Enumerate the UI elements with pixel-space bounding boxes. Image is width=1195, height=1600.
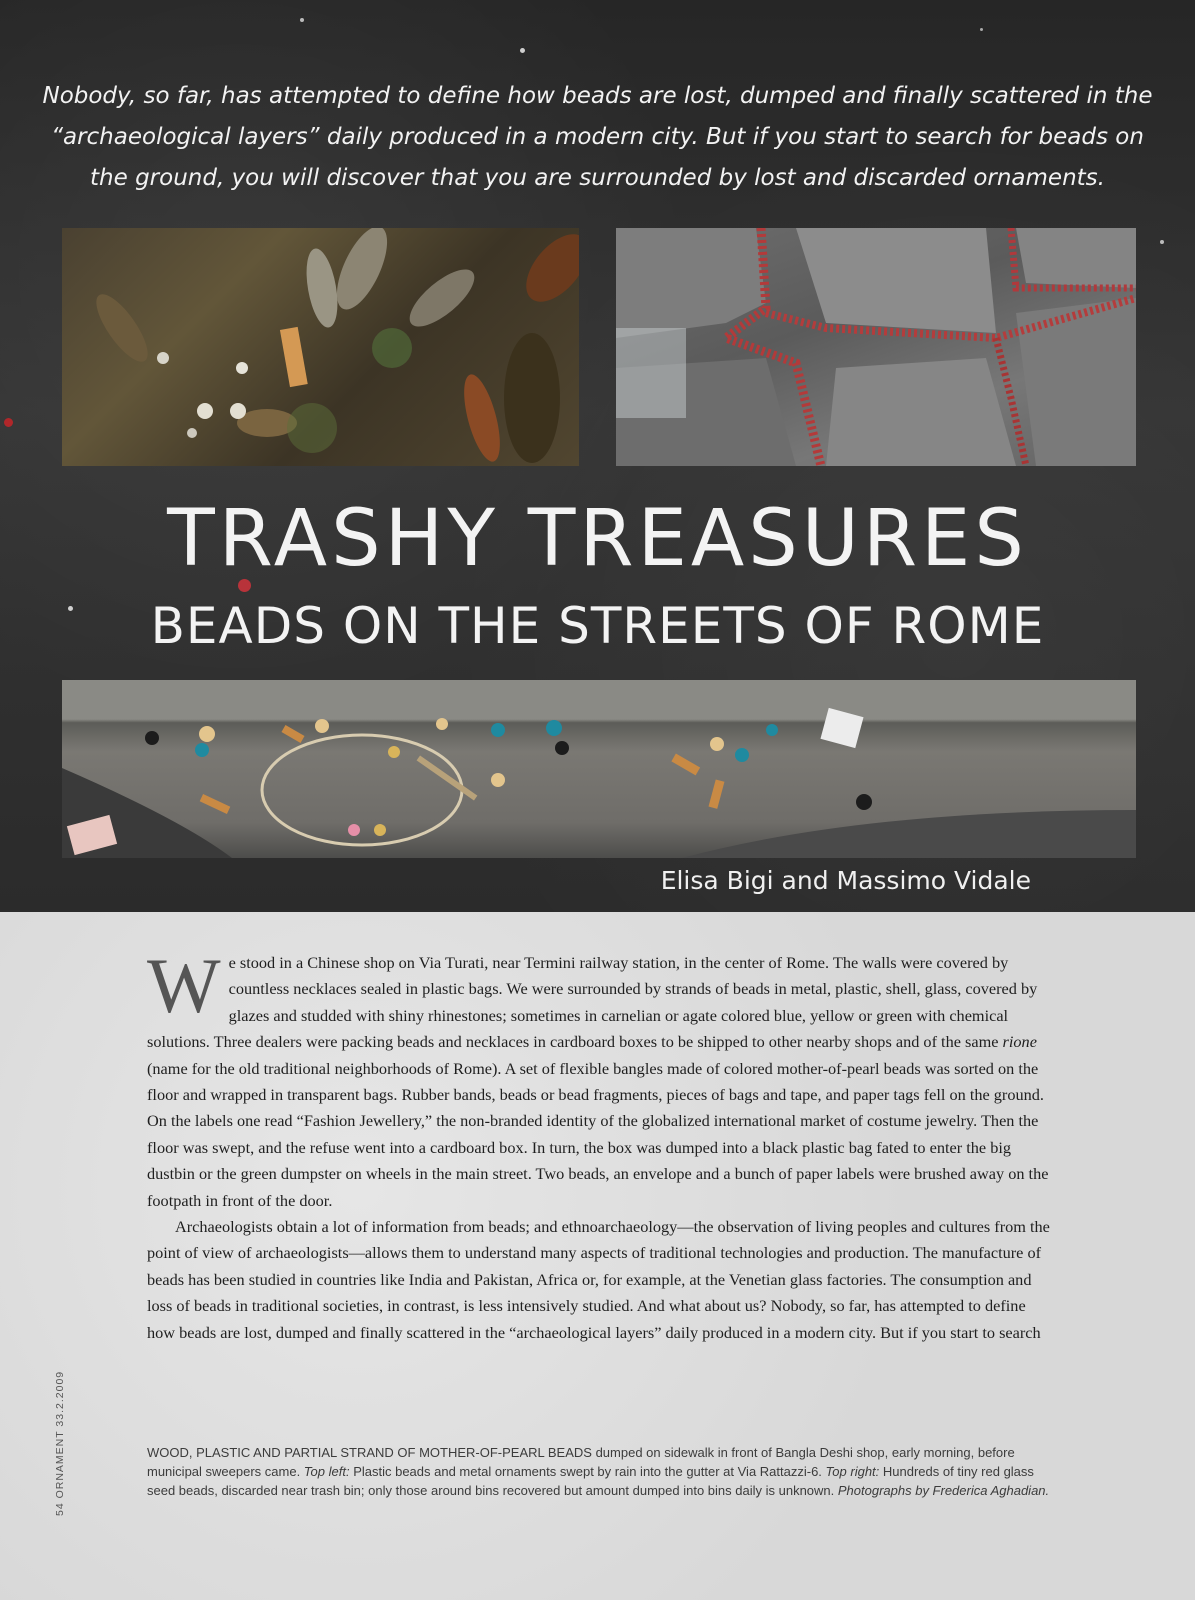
caption-label-top-left: Top left: <box>303 1464 350 1480</box>
page-folio: 54 ORNAMENT 33.2.2009 <box>54 1370 66 1516</box>
decor-speck <box>300 18 304 22</box>
caption-lead: WOOD, PLASTIC AND PARTIAL STRAND OF MOTHER-OF-PEARL BEADS <box>147 1445 592 1460</box>
pull-quote: Nobody, so far, has attempted to define how beads are lost, dumped and finally scattered in the “archaeological layers” daily produced in a modern city. But if you start to search for beads on the ground, you will discover that you are surrounded by lost and discarded ornaments. <box>42 83 1153 191</box>
paragraph-text: (name for the old traditional neighborhoods of Rome). A set of flexible bangles made of colored mother-of-pearl beads was sorted on the floor and wrapped in transparent bags. Rubber bands, beads or bead fragments, pieces of bags and tape, and paper tags fell on the ground. On the labels one read “Fashion Jewellery,” the non-branded identity of the globalized international market of costume jewelry. Then the floor was swept, and the refuse went into a cardboard box. In turn, the box was dumped into a black plastic bag fated to enter the big dustbin or the green dumpster on wheels in the main street. Two beads, an envelope and a bunch of paper labels were brushed away on the footpath in front of the door. <box>147 1058 1049 1210</box>
photo-sidewalk-beads <box>62 680 1136 858</box>
caption-text: dumped on sidewalk in front of Bangla Deshi shop, early morning, before municipal sweepers came. <box>147 1445 1015 1480</box>
photo-gutter-beads <box>62 228 579 466</box>
photo-sidewalk-beads-illustration <box>62 680 1136 858</box>
photo-caption <box>147 1443 1057 1501</box>
decor-speck <box>1160 240 1164 244</box>
caption-text: Hundreds of tiny red glass seed beads, discarded near trash bin; only those around bins recovered but amount dumped into bins daily is unknown. <box>147 1464 1034 1499</box>
caption-label-top-right: Top right: <box>825 1464 880 1480</box>
article-paragraph: Archaeologists obtain a lot of information from beads; and ethnoarchaeology—the observation of living peoples and cultures from the point of view of archaeologists—allows them to understand many aspects of traditional technologies and production. The manufacture of beads has been studied in countries like India and Pakistan, Africa or, for example, at the Venetian glass factories. The consumption and loss of beads in traditional societies, in contrast, is less intensively studied. And what about us? Nobody, so far, has attempted to define how beads are lost, dumped and finally scattered in the “archaeological layers” daily produced in a modern city. But if you start to search <box>147 1217 1050 1342</box>
article-paragraph <box>147 942 1052 1214</box>
photo-red-seed-beads-illustration <box>616 228 1136 466</box>
italic-term: rione <box>1002 1032 1037 1052</box>
photo-gutter-beads-illustration <box>62 228 579 466</box>
photo-red-seed-beads <box>616 228 1136 466</box>
paragraph-text: e stood in a Chinese shop on Via Turati, near Termini railway station, in the center of Rome. The walls were covered by countless necklaces sealed in plastic bags. We were surrounded by strands of beads in metal, plastic, shell, glass, covered by glazes and studded with shiny rhinestones; sometimes in carnelian or agate colored blue, yellow or green with chemical solutions. Three dealers were packing beads and necklaces in cardboard boxes to be shipped to other nearby shops and of the same <box>147 953 1038 1052</box>
decor-speck <box>980 28 983 31</box>
caption-text: Plastic beads and metal ornaments swept by rain into the gutter at Via Rattazzi-6. <box>349 1464 826 1480</box>
drop-cap: W <box>147 942 221 1029</box>
decor-speck <box>4 418 13 427</box>
article-body <box>147 942 1052 1346</box>
photo-credit: Photographs by Frederica Aghadian. <box>837 1483 1050 1499</box>
decor-speck <box>520 48 525 53</box>
article-authors: Elisa Bigi and Massimo Vidale <box>660 866 1031 895</box>
article-title: TRASHY TREASURES <box>167 494 1028 584</box>
article-subtitle: BEADS ON THE STREETS OF ROME <box>150 597 1045 655</box>
